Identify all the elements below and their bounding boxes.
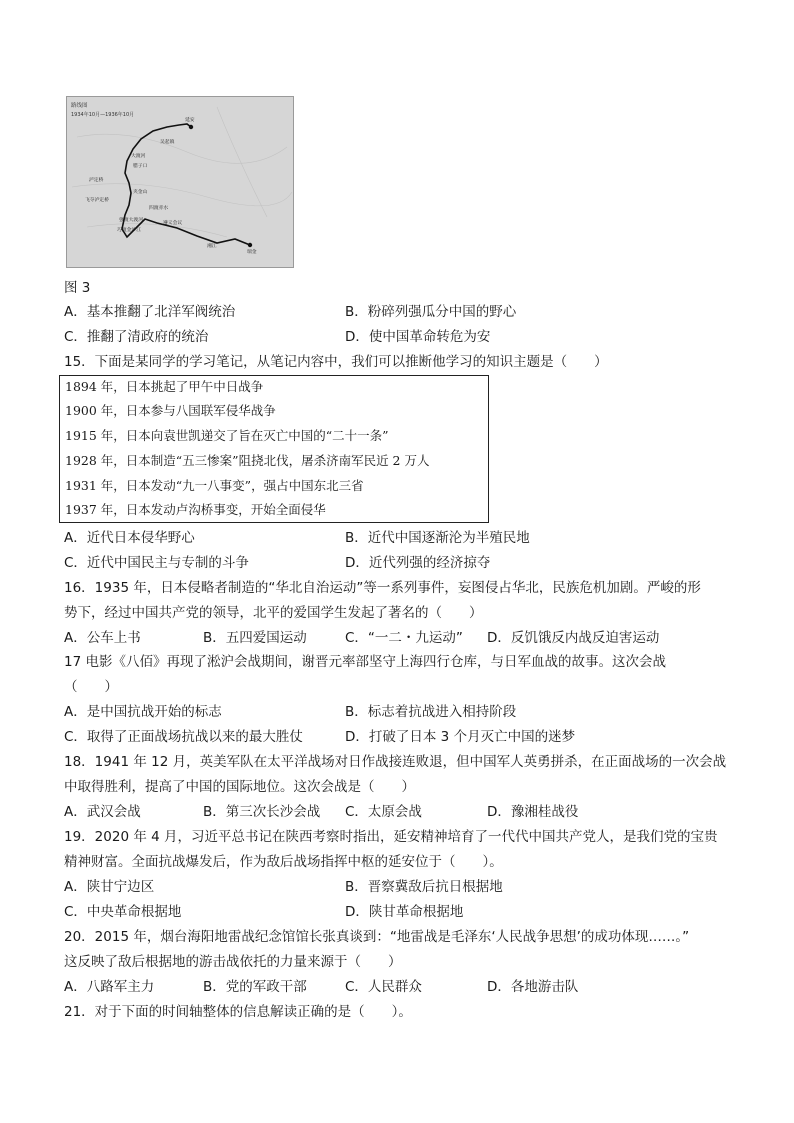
q14-option-b: B．粉碎列强瓜分中国的野心 [345,304,517,320]
figure-caption: 图 3 [64,280,91,296]
svg-text:飞夺泸定桥: 飞夺泸定桥 [85,198,109,203]
q18-option-b: B．第三次长沙会战 [203,804,321,820]
svg-text:夹金山: 夹金山 [133,190,148,195]
note-1931: 1931 年，日本发动“九一八事变”，强占中国东北三省 [65,478,364,493]
svg-text:腊子口: 腊子口 [133,164,148,169]
q20-stem-line2: 这反映了敌后根据地的游击战依托的力量来源于（ ） [64,954,402,970]
note-1900: 1900 年，日本参与八国联军侵华战争 [65,403,276,418]
q19-option-b: B．晋察冀敌后抗日根据地 [345,879,503,895]
q19-option-c: C．中央革命根据地 [64,904,182,920]
q14-option-c: C．推翻了清政府的统治 [64,329,209,345]
q19-stem-line2: 精神财富。全面抗战爆发后，作为敌后战场指挥中枢的延安位于（ ）。 [64,854,503,870]
q18-option-d: D．豫湘桂战役 [487,804,579,820]
q16-stem-line1: 16．1935 年，日本侵略者制造的“华北自治运动”等一系列事件，妄图侵占华北，民族危机加剧。严峻的形 [64,580,701,596]
note-1937: 1937 年，日本发动卢沟桥事变，开始全面侵华 [65,502,326,517]
q15-option-d: D．近代列强的经济掠夺 [345,555,491,571]
q15-stem: 15．下面是某同学的学习笔记，从笔记内容中，我们可以推断他学习的知识主题是（ ） [64,354,608,370]
note-1915: 1915 年，日本向袁世凯递交了旨在灭亡中国的“二十一条” [65,428,389,443]
q16-option-c: C．“一二・九运动” [345,630,463,646]
q17-option-d: D．打破了日本 3 个月灭亡中国的迷梦 [345,729,576,745]
note-1928: 1928 年，日本制造“五三惨案”阻挠北伐，屠杀济南军民近 2 万人 [65,453,430,468]
q16-option-a: A．公车上书 [64,630,141,646]
q17-stem-line1: 17 电影《八佰》再现了淞沪会战期间，谢晋元率部坚守上海四行仓库，与日军血战的故事。这次会战 [64,654,666,670]
q19-option-d: D．陕甘革命根据地 [345,904,464,920]
q19-stem-line1: 19．2020 年 4 月，习近平总书记在陕西考察时指出，延安精神培育了一代代中国共产党人，是我们党的宝贵 [64,829,718,845]
map-title: 路线图 [71,103,88,109]
svg-text:四渡赤水: 四渡赤水 [149,206,169,211]
svg-text:大渡河: 大渡河 [131,154,146,159]
q14-option-a: A．基本推翻了北洋军阀统治 [64,304,236,320]
svg-text:湘江: 湘江 [207,244,217,249]
q18-stem-line2: 中取得胜利，提高了中国的国际地位。这次会战是（ ） [64,779,415,795]
long-march-map-image [66,96,294,268]
q18-stem-line1: 18．1941 年 12 月，英美军队在太平洋战场对日作战接连败退，但中国军人英勇拼杀，在正面战场的一次会战 [64,754,727,770]
q15-option-a: A．近代日本侵华野心 [64,530,195,546]
q18-option-a: A．武汉会战 [64,804,141,820]
q19-option-a: A．陕甘宁边区 [64,879,155,895]
q20-option-c: C．人民群众 [345,979,422,995]
q14-option-d: D．使中国革命转危为安 [345,329,491,345]
svg-text:延安: 延安 [185,118,195,123]
q15-option-c: C．近代中国民主与专制的斗争 [64,555,249,571]
svg-text:巧渡金沙江: 巧渡金沙江 [117,228,141,233]
q17-option-a: A．是中国抗战开始的标志 [64,704,222,720]
q17-stem-line2: （ ） [64,679,118,695]
q21-stem: 21．对于下面的时间轴整体的信息解读正确的是（ ）。 [64,1004,412,1020]
map-subtitle: 1934年10月—1936年10月 [71,112,135,118]
q17-option-b: B．标志着抗战进入相持阶段 [345,704,517,720]
svg-text:强渡大渡河: 强渡大渡河 [119,218,143,223]
svg-text:瑞金: 瑞金 [247,250,257,255]
q15-option-b: B．近代中国逐渐沦为半殖民地 [345,530,530,546]
q17-option-c: C．取得了正面战场抗战以来的最大胜仗 [64,729,303,745]
q20-option-a: A．八路军主力 [64,979,155,995]
note-1894: 1894 年，日本挑起了甲午中日战争 [65,379,264,394]
q20-option-d: D．各地游击队 [487,979,579,995]
svg-text:遵义会议: 遵义会议 [163,221,183,226]
q16-option-b: B．五四爱国运动 [203,630,307,646]
svg-text:吴起镇: 吴起镇 [160,140,175,145]
q16-stem-line2: 势下，经过中国共产党的领导，北平的爱国学生发起了著名的（ ） [64,605,483,621]
q16-option-d: D．反饥饿反内战反迫害运动 [487,630,660,646]
q18-option-c: C．太原会战 [345,804,422,820]
svg-text:泸定桥: 泸定桥 [89,178,104,183]
study-notes-box [59,375,489,523]
q20-stem-line1: 20．2015 年，烟台海阳地雷战纪念馆馆长张真谈到：“地雷战是毛泽东‘人民战争思想’的成功体现……。” [64,929,690,945]
q20-option-b: B．党的军政干部 [203,979,307,995]
route-map [67,97,293,267]
